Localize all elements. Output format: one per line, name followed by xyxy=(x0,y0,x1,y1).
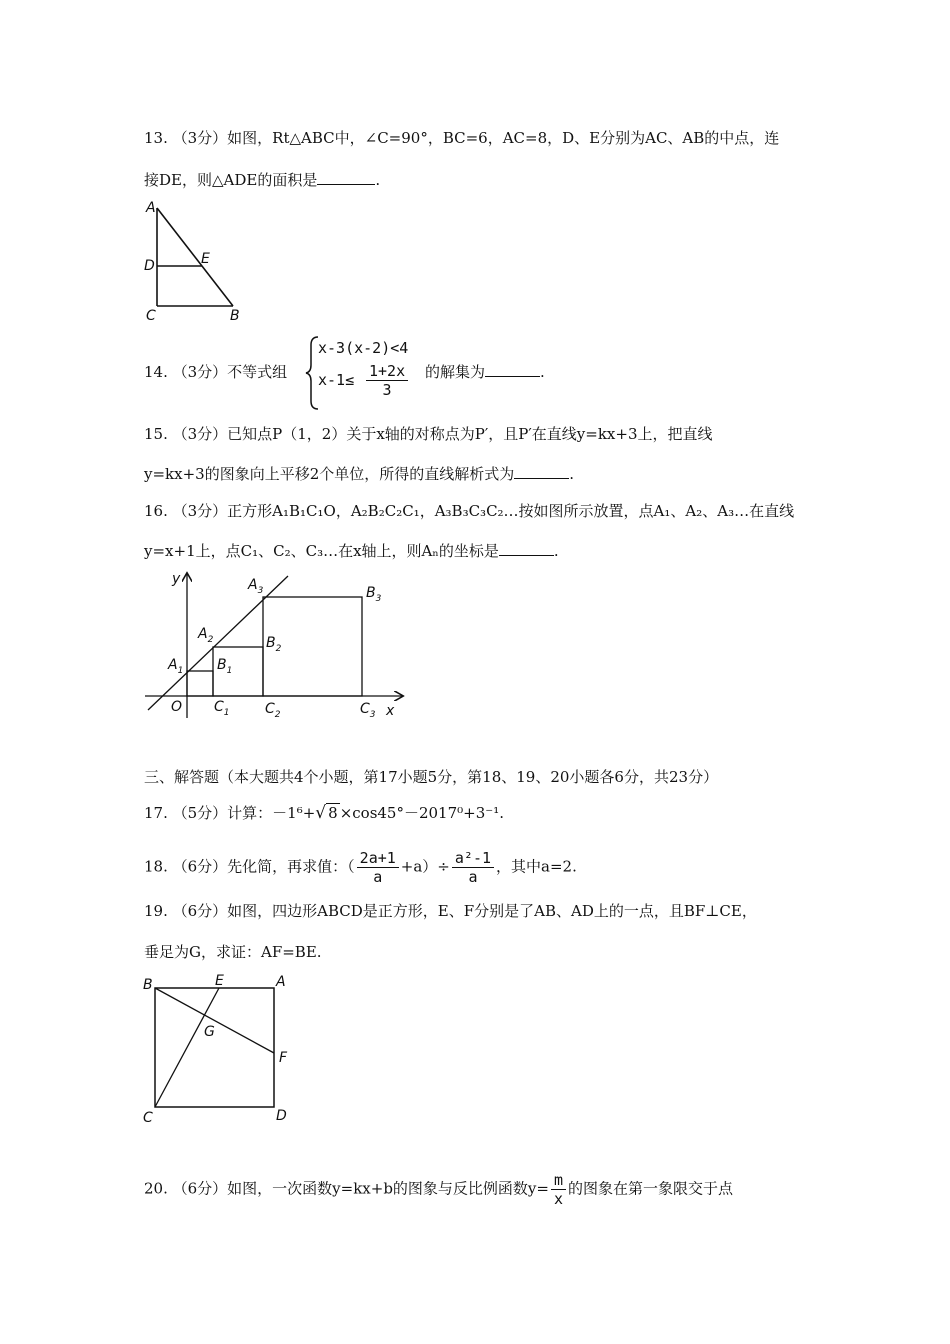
fraction-1-denominator: a xyxy=(373,868,383,886)
q15-line2 xyxy=(144,464,574,484)
sqrt-radicand: 8 xyxy=(328,804,338,822)
fraction-2-numerator: a²-1 xyxy=(452,849,494,868)
segment-bf xyxy=(155,988,274,1053)
label-a: A xyxy=(146,200,156,216)
ineq2-fraction xyxy=(366,362,408,399)
q14-suffix xyxy=(425,362,545,382)
q18-text: 18. （6分）先化简，再求值：（ xyxy=(144,857,355,876)
q16-text: y=x+1上，点C₁、C₂、C₃…在x轴上，则Aₙ的坐标是 xyxy=(144,542,499,560)
sqrt-symbol: √ xyxy=(315,803,327,823)
label-b1: $B_1$ xyxy=(217,657,233,676)
ineq2-denominator: 3 xyxy=(382,381,392,399)
label-c3: $C_3$ xyxy=(360,701,376,720)
q18-line xyxy=(144,849,577,886)
q15-text: y=kx+3的图象向上平移2个单位，所得的直线解析式为 xyxy=(144,465,515,483)
label-a1: $A_1$ xyxy=(168,657,184,676)
fraction-numerator: m xyxy=(551,1171,566,1190)
q15-line1: 15. （3分）已知点P（1，2）关于x轴的对称点为P′，且P′在直线y=kx+3上，把直线 xyxy=(144,425,713,443)
square-1 xyxy=(187,671,213,696)
label-x: x xyxy=(386,703,395,719)
q18-fraction-1 xyxy=(357,849,399,886)
label-e: E xyxy=(201,251,210,267)
q14-prefix: 14. （3分）不等式组 xyxy=(144,363,288,381)
q16-end: . xyxy=(553,542,559,560)
fraction-2-denominator: a xyxy=(468,868,478,886)
fraction-denominator: x xyxy=(553,1190,564,1208)
label-a2: $A_2$ xyxy=(198,626,214,645)
label-g: G xyxy=(204,1024,215,1040)
q15-end: . xyxy=(569,465,575,483)
q20-text: 20. （6分）如图，一次函数y=kx+b的图象与反比例函数y= xyxy=(144,1179,549,1198)
label-c: C xyxy=(143,1110,153,1126)
square-figure xyxy=(140,970,300,1130)
ineq1: x-3(x-2)<4 xyxy=(318,339,409,357)
q18-fraction-2 xyxy=(452,849,494,886)
q18-mid: +a）÷ xyxy=(400,857,450,876)
label-d: D xyxy=(276,1108,287,1124)
q17-line xyxy=(144,803,504,823)
q16-line1: 16. （3分）正方形A₁B₁C₁O，A₂B₂C₂C₁，A₃B₃C₃C₂…按如图所示放置，点A₁、A₂、A₃…在直线 xyxy=(144,502,795,520)
answer-blank xyxy=(317,170,375,185)
label-b: B xyxy=(230,308,240,324)
q14-end: . xyxy=(540,363,545,381)
label-a3: $A_3$ xyxy=(248,577,264,596)
label-o: O xyxy=(171,699,183,715)
ineq2-left: x-1≤ xyxy=(318,371,355,389)
q14-suffix-text: 的解集为 xyxy=(425,363,486,381)
q17-rest: ×cos45°－2017⁰+3⁻¹. xyxy=(339,804,504,822)
square-abcd xyxy=(155,988,274,1107)
q20-rest: 的图象在第一象限交于点 xyxy=(568,1179,734,1198)
label-b: B xyxy=(143,977,153,993)
label-b2: $B_2$ xyxy=(266,635,282,654)
label-b3: $B_3$ xyxy=(366,585,382,604)
q13-line1: 13. （3分）如图，Rt△ABC中，∠C=90°，BC=6，AC=8，D、E分别为AC、AB的中点，连 xyxy=(144,129,780,147)
label-c2: $C_2$ xyxy=(265,701,281,720)
answer-blank xyxy=(499,541,554,556)
label-f: F xyxy=(279,1050,288,1066)
fraction-1-numerator: 2a+1 xyxy=(357,849,399,868)
q19-line2: 垂足为G，求证：AF=BE. xyxy=(144,943,322,961)
label-d: D xyxy=(144,258,155,274)
label-e: E xyxy=(215,973,224,989)
ineq2-numerator: 1+2x xyxy=(366,362,408,381)
side-ab xyxy=(157,208,233,306)
label-y: y xyxy=(172,571,181,587)
label-a: A xyxy=(276,974,286,990)
q13-text: 接DE，则△ADE的面积是 xyxy=(144,171,318,189)
label-c: C xyxy=(146,308,156,324)
q13-line2 xyxy=(144,170,380,190)
section-heading: 三、解答题（本大题共4个小题，第17小题5分，第18、19、20小题各6分，共23分） xyxy=(144,768,719,786)
answer-blank xyxy=(514,464,569,479)
answer-blank xyxy=(485,362,540,377)
q16-line2 xyxy=(144,541,559,561)
q20-line xyxy=(144,1171,733,1208)
q17-text: 17. （5分）计算：－1⁶+ xyxy=(144,804,316,822)
squares-figure xyxy=(140,568,410,728)
q18-end: ，其中a=2. xyxy=(496,857,577,876)
label-c1: $C_1$ xyxy=(214,699,230,718)
q20-fraction xyxy=(551,1171,566,1208)
triangle-figure xyxy=(140,196,250,326)
q19-line1: 19. （6分）如图，四边形ABCD是正方形，E、F分别是了AB、AD上的一点，且BF⊥CE， xyxy=(144,902,757,920)
q13-end: . xyxy=(375,171,381,189)
